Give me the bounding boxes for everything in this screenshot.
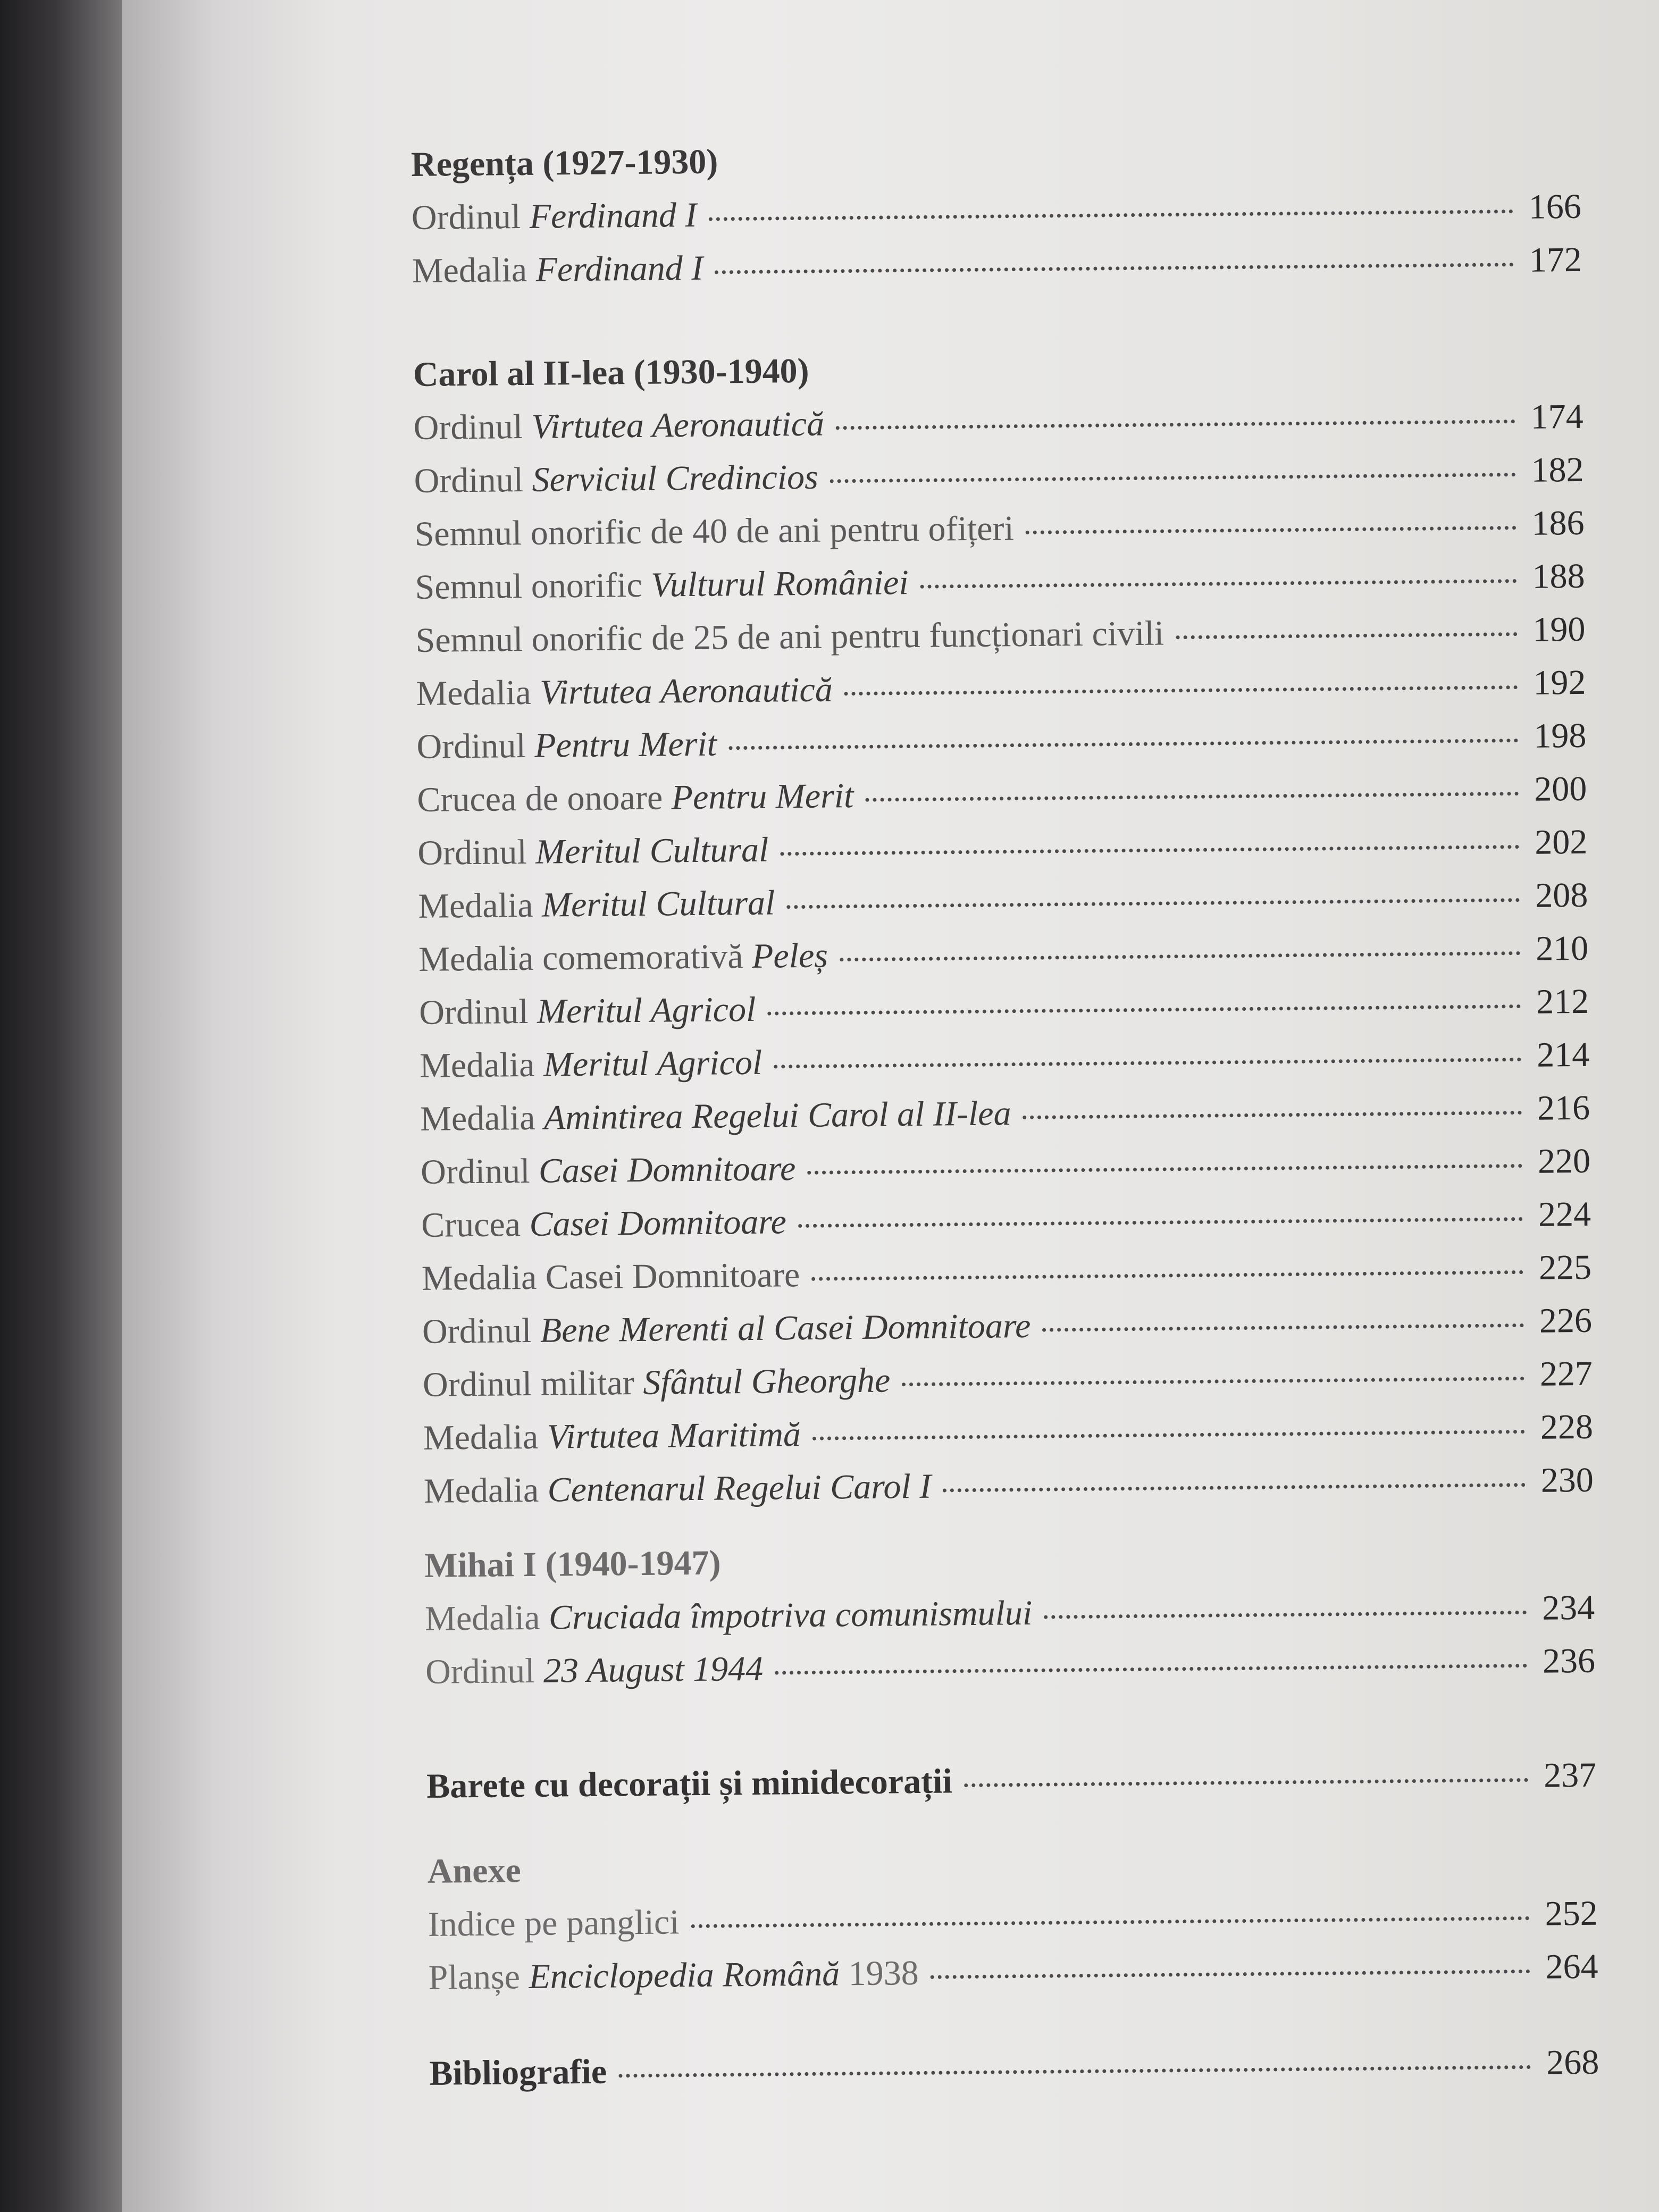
section-barete: [426, 1749, 1597, 1813]
page-number: 198: [1534, 716, 1587, 756]
entry-title: [413, 398, 824, 455]
page-number: 190: [1532, 609, 1586, 649]
entry-title: [416, 718, 717, 774]
dot-leader: [786, 898, 1520, 909]
toc-entry[interactable]: [425, 1635, 1596, 1699]
page-number: 182: [1531, 450, 1584, 490]
entry-title-italic: Virtutea Maritimă: [547, 1415, 801, 1456]
entry-title: [421, 1195, 787, 1252]
entry-title-italic: Virtutea Aeronautică: [539, 670, 833, 712]
entry-title-lead: Medalia: [419, 1045, 544, 1085]
dot-leader: [865, 792, 1519, 802]
dot-leader: [775, 1664, 1527, 1675]
entry-title-lead: Medalia: [424, 1598, 549, 1638]
section-anexe: [427, 1834, 1598, 2005]
entry-title: [417, 769, 854, 827]
section-heading: Regența (1927-1930): [410, 142, 718, 184]
dot-leader: [836, 420, 1515, 430]
entry-title: [423, 1408, 801, 1465]
entry-title-lead: Medalia Casei Domnitoare: [421, 1255, 800, 1298]
dot-leader: [708, 210, 1513, 221]
section-regenta: [410, 127, 1582, 298]
dot-leader: [715, 263, 1514, 274]
entry-title-italic: Centenarul Regelui Carol I: [547, 1467, 932, 1510]
entry-title-lead: Ordinul: [425, 1651, 544, 1691]
page-number: 236: [1542, 1641, 1596, 1681]
dot-leader: [943, 1483, 1526, 1493]
toc-entry-barete[interactable]: [426, 1749, 1597, 1813]
page-number: 212: [1536, 982, 1589, 1021]
entry-title-italic: Casei Domnitoare: [529, 1202, 787, 1244]
toc-entry[interactable]: [428, 1940, 1598, 2005]
entry-title: Barete cu decorații și minidecorații: [426, 1762, 953, 1806]
dot-leader: [774, 1058, 1521, 1068]
dot-leader: [1044, 1611, 1527, 1619]
dot-leader: [807, 1164, 1522, 1175]
entry-list: [411, 180, 1582, 298]
book-page: [122, 0, 1659, 2212]
entry-title-italic: Serviciul Credincios: [532, 457, 819, 499]
entry-title: [419, 983, 756, 1040]
entry-title-italic: Vulturul României: [650, 563, 909, 605]
page-number: 230: [1540, 1460, 1594, 1500]
entry-title: [425, 1587, 1033, 1646]
dot-leader: [798, 1217, 1523, 1228]
page-number: 214: [1536, 1035, 1590, 1075]
entry-title: [416, 663, 833, 720]
page-number: 166: [1528, 187, 1582, 227]
entry-title-italic: Virtutea Aeronautică: [531, 404, 825, 446]
entry-title: [422, 1300, 1031, 1359]
section-heading: Carol al II-lea (1930-1940): [413, 351, 809, 394]
entry-title-lead: Medalia: [412, 250, 536, 290]
entry-title-italic: 23 August 1944: [543, 1649, 764, 1690]
entry-title-italic: Bene Merenti al Casei Domnitoare: [540, 1306, 1031, 1350]
entry-title-lead: Semnul onorific: [415, 565, 651, 607]
entry-title-lead: Ordinul: [422, 1311, 541, 1351]
entry-title: [414, 502, 1014, 561]
dot-leader: [902, 1377, 1524, 1386]
toc-entry[interactable]: [423, 1454, 1594, 1518]
entry-title-italic: Pentru Merit: [534, 724, 717, 765]
dot-leader: [691, 1916, 1530, 1928]
dot-leader: [728, 739, 1518, 750]
entry-title-lead: Medalia comemorativă: [418, 936, 752, 979]
entry-title: [415, 556, 909, 614]
page-number: 192: [1533, 663, 1586, 702]
dot-leader: [920, 579, 1517, 589]
page-number: 234: [1541, 1588, 1595, 1628]
page-number: 268: [1546, 2042, 1599, 2082]
entry-title-lead: Semnul onorific de 25 de ani pentru funcționari civili: [415, 614, 1164, 660]
entry-title: [422, 1249, 800, 1305]
entry-title-lead: Medalia: [416, 673, 540, 713]
entry-title: [420, 1087, 1011, 1146]
page-number: 225: [1538, 1247, 1592, 1287]
entry-title: [425, 1643, 764, 1699]
entry-title-italic: Meritul Agricol: [537, 990, 756, 1031]
section-bibliografie: [429, 2036, 1599, 2100]
dot-leader: [931, 1970, 1530, 1979]
entry-title-lead: Crucea de onoare: [417, 778, 672, 819]
entry-title-lead: Ordinul: [418, 992, 538, 1032]
entry-title: [423, 1354, 891, 1411]
dot-leader: [964, 1778, 1528, 1787]
page-number: 174: [1530, 397, 1583, 437]
entry-title-lead: Semnul onorific de 40 de ani pentru ofițeri: [414, 509, 1015, 554]
entry-title-lead: Ordinul: [411, 197, 530, 237]
page-number: 210: [1535, 928, 1589, 968]
entry-title-italic: Pentru Merit: [671, 776, 854, 817]
page-number: 224: [1538, 1194, 1591, 1234]
toc-entry-bibliografie[interactable]: [429, 2036, 1599, 2100]
page-number: 202: [1534, 822, 1588, 862]
dot-leader: [1042, 1323, 1524, 1332]
toc-entry[interactable]: [412, 233, 1582, 298]
entry-title-italic: Ferdinand I: [529, 195, 697, 236]
entry-title: [418, 876, 775, 933]
section-mihai-i: [424, 1528, 1596, 1699]
dot-leader: [1023, 1111, 1522, 1119]
entry-title-lead: Ordinul: [420, 1151, 539, 1192]
entry-title-lead: Ordinul: [416, 726, 535, 766]
page-number: 216: [1537, 1088, 1590, 1128]
entry-title-lead: Planșe: [428, 1957, 529, 1997]
entry-title-italic: Ferdinand I: [535, 248, 703, 289]
section-carol-ii: [413, 337, 1594, 1518]
entry-title-lead: Indice pe panglici: [428, 1903, 680, 1944]
entry-title-lead: Ordinul: [417, 832, 536, 873]
entry-title: [428, 1947, 919, 2005]
page-number: 220: [1537, 1141, 1591, 1181]
entry-title-italic: Sfântul Gheorghe: [642, 1361, 891, 1402]
dot-leader: [1176, 632, 1517, 639]
page-number: 172: [1529, 240, 1582, 280]
entry-title-italic: Meritul Cultural: [541, 883, 775, 925]
entry-title-italic: Peleș: [751, 936, 828, 976]
page-number: 208: [1535, 875, 1588, 915]
dot-leader: [618, 2065, 1531, 2077]
dot-leader: [812, 1430, 1525, 1440]
page-number: 226: [1539, 1301, 1593, 1340]
entry-title-lead: Crucea: [421, 1204, 530, 1245]
dot-leader: [830, 473, 1516, 483]
dot-leader: [844, 685, 1518, 696]
dot-leader: [1026, 526, 1516, 534]
entry-title-italic: Casei Domnitoare: [538, 1149, 796, 1191]
entry-title-italic: Enciclopedia Română: [529, 1954, 840, 1997]
section-heading: Mihai I (1940-1947): [424, 1543, 721, 1585]
entry-title: [421, 1142, 796, 1199]
entry-title: Bibliografie: [429, 2052, 607, 2093]
entry-title-italic: Cruciada împotriva comunismului: [548, 1593, 1033, 1637]
entry-list: [425, 1581, 1596, 1699]
entry-title-lead: Ordinul militar: [422, 1363, 643, 1404]
entry-list: [413, 390, 1594, 1518]
entry-title: [415, 607, 1164, 667]
page-number: 252: [1545, 1893, 1598, 1933]
entry-title-lead: Medalia: [418, 885, 542, 926]
entry-title: [417, 824, 769, 880]
entry-title-italic: Amintirea Regelui Carol al II-lea: [543, 1094, 1011, 1137]
dot-leader: [811, 1270, 1523, 1281]
dot-leader: [840, 951, 1520, 961]
dot-leader: [780, 845, 1519, 856]
entry-title-italic: Meritul Cultural: [535, 830, 769, 872]
dot-leader: [767, 1004, 1521, 1016]
entry-title: [420, 1036, 763, 1093]
page-number: 186: [1531, 503, 1585, 543]
entry-title-tail: 1938: [839, 1953, 919, 1993]
page-number: 228: [1540, 1407, 1594, 1447]
entry-title: [414, 451, 818, 508]
entry-title-lead: Medalia: [423, 1470, 548, 1511]
entry-title-lead: Ordinul: [413, 407, 532, 447]
page-number: 200: [1534, 769, 1587, 809]
section-heading: Anexe: [427, 1851, 522, 1891]
entry-title: [428, 1896, 680, 1951]
entry-title-lead: Medalia: [423, 1417, 548, 1457]
entry-title: [412, 242, 703, 298]
page-number: 237: [1543, 1755, 1597, 1795]
entry-title-lead: Ordinul: [414, 460, 532, 500]
page-number: 264: [1545, 1947, 1598, 1987]
page-number: 227: [1539, 1354, 1593, 1394]
page-number: 188: [1532, 556, 1585, 596]
entry-title: [411, 189, 697, 245]
entry-list: [428, 1887, 1598, 2005]
entry-title-italic: Meritul Agricol: [543, 1043, 763, 1084]
entry-title: [418, 929, 828, 986]
entry-title: [423, 1460, 931, 1518]
entry-title-lead: Medalia: [420, 1098, 544, 1138]
